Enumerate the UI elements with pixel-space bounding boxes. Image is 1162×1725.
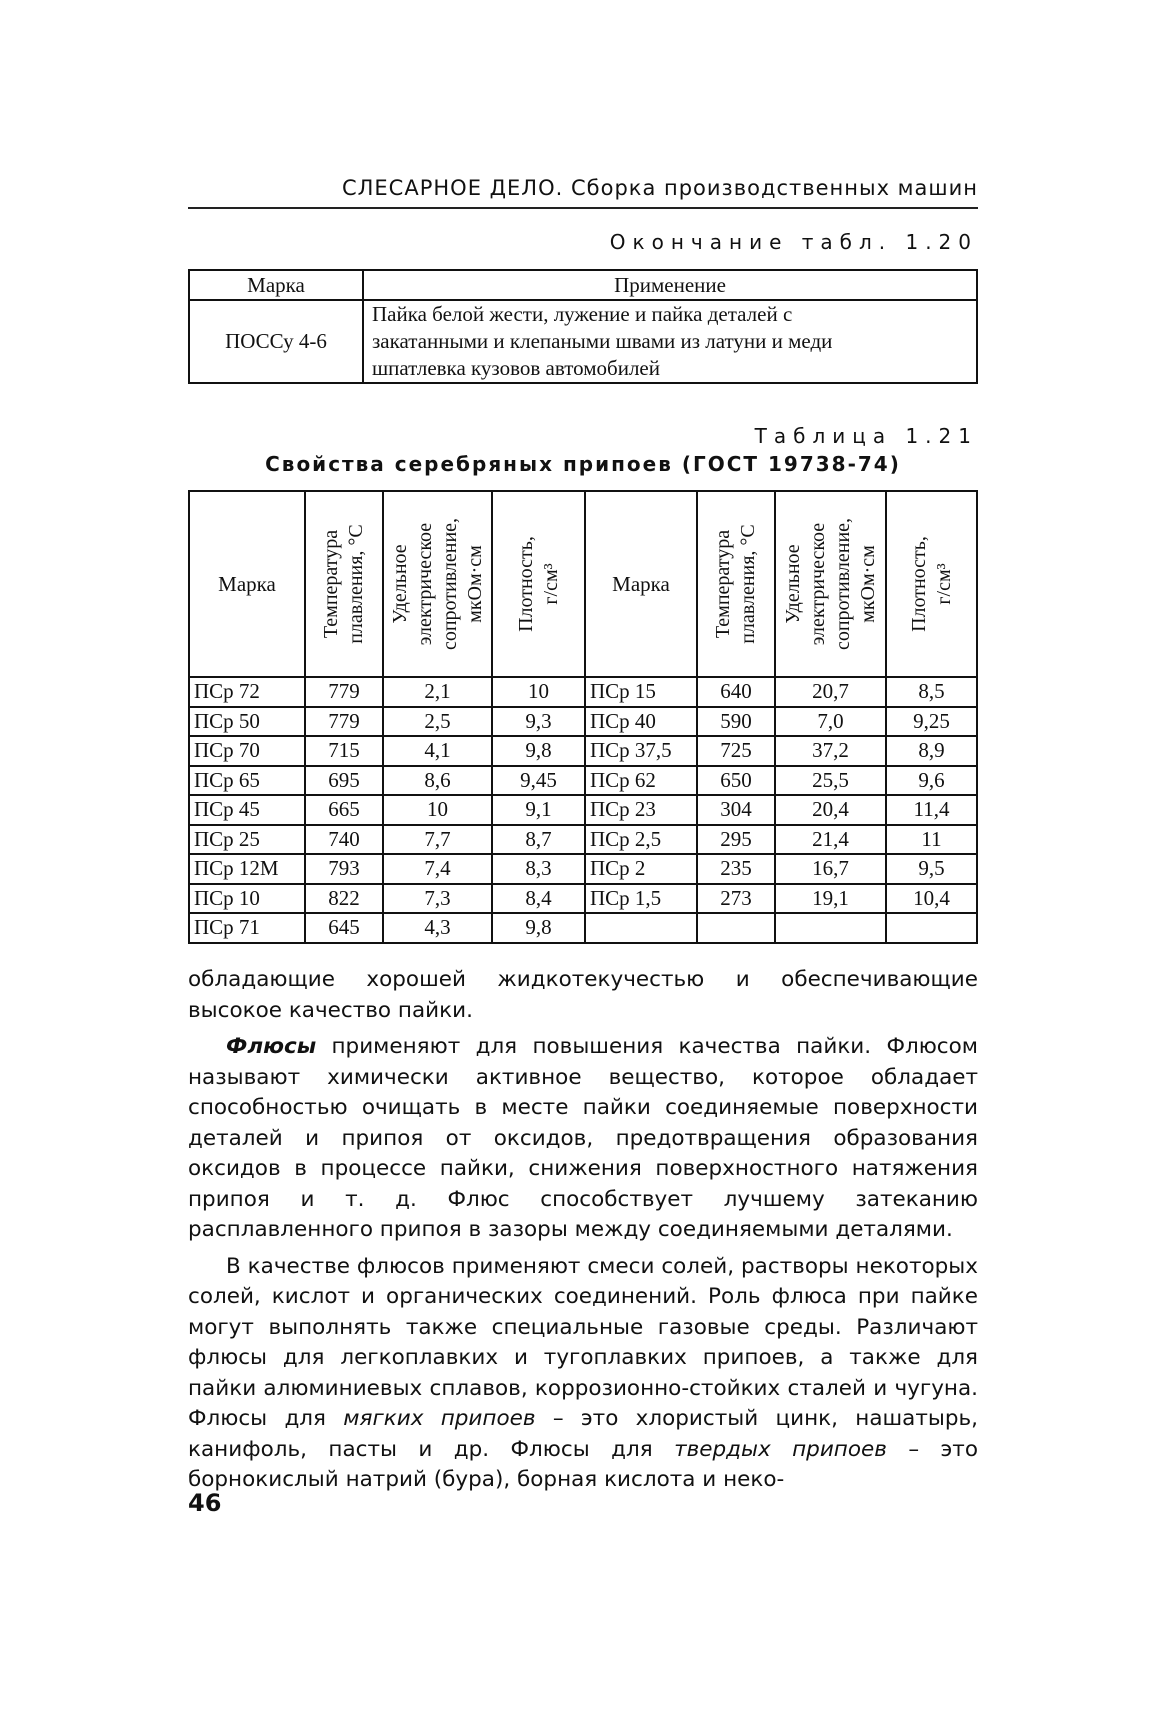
t21-row <box>189 795 977 825</box>
t21-body <box>189 677 977 943</box>
header-line: г/см³ <box>932 563 955 605</box>
t21-cell: 645 <box>305 913 383 943</box>
t21-cell: ПСр 40 <box>585 707 697 737</box>
header-line: Плотность, <box>514 536 537 632</box>
t21-cell: 7,3 <box>383 884 492 914</box>
t21-cell: 7,0 <box>775 707 886 737</box>
t21-cell: 9,1 <box>492 795 585 825</box>
t21-cell: ПСр 23 <box>585 795 697 825</box>
t21-cell: 8,6 <box>383 766 492 796</box>
t21-cell: ПСр 45 <box>189 795 305 825</box>
t20-mark: ПОССу 4-6 <box>189 300 363 383</box>
t21-cell: ПСр 62 <box>585 766 697 796</box>
t21-cell: 665 <box>305 795 383 825</box>
t21-cell: 779 <box>305 707 383 737</box>
t21-cell: 725 <box>697 736 775 766</box>
t21-cell: ПСр 2,5 <box>585 825 697 855</box>
header-line: мкОм·см <box>463 545 486 623</box>
t21-cell: 9,5 <box>886 854 977 884</box>
t21-header-temp <box>305 491 383 677</box>
t21-cell: ПСр 37,5 <box>585 736 697 766</box>
t21-cell: 11 <box>886 825 977 855</box>
body-text <box>188 965 978 1496</box>
t21-cell: ПСр 12М <box>189 854 305 884</box>
t21-cell: 273 <box>697 884 775 914</box>
t21-cell: 8,3 <box>492 854 585 884</box>
t21-header-temp-2 <box>697 491 775 677</box>
t21-row <box>189 766 977 796</box>
t21-cell: 9,25 <box>886 707 977 737</box>
header-line: электрическое <box>806 522 829 646</box>
t21-cell: 25,5 <box>775 766 886 796</box>
t21-cell: ПСр 15 <box>585 677 697 707</box>
t21-cell: 7,7 <box>383 825 492 855</box>
t21-cell: 9,8 <box>492 913 585 943</box>
t20-header-application: Применение <box>363 270 977 300</box>
t21-cell: ПСр 10 <box>189 884 305 914</box>
t21-header-density-2 <box>886 491 977 677</box>
t21-cell: 2,5 <box>383 707 492 737</box>
t20-application <box>363 300 977 383</box>
t20-header-mark: Марка <box>189 270 363 300</box>
header-line: Температура <box>712 529 734 639</box>
t21-cell: 590 <box>697 707 775 737</box>
paragraph-3-text-b: – это хлористый цинк, нашатырь, канифоль, пасты и др. Флюсы для <box>188 1406 978 1462</box>
t21-row <box>189 736 977 766</box>
t21-cell: 20,7 <box>775 677 886 707</box>
t21-cell: ПСр 65 <box>189 766 305 796</box>
t21-row <box>189 913 977 943</box>
t21-header-density <box>492 491 585 677</box>
header-line: мкОм·см <box>856 545 879 623</box>
t21-header-resistivity <box>383 491 492 677</box>
t21-cell: 8,4 <box>492 884 585 914</box>
t21-cell: 16,7 <box>775 854 886 884</box>
t21-cell: 20,4 <box>775 795 886 825</box>
t21-cell <box>775 913 886 943</box>
t21-cell: 9,8 <box>492 736 585 766</box>
paragraph-3-text-a: В качестве флюсов применяют смеси солей, растворы некоторых солей, кислот и органических соединений. Роль флюса при пайке могут выполнять также специальные газовые среды. Различают флюсы для легкоплавких и тугоплавких припоев, а также для пайки алюминиевых сплавов, коррозионно-стойких сталей и чугуна. Флюсы для <box>188 1253 978 1431</box>
t21-cell: ПСр 70 <box>189 736 305 766</box>
paragraph-3-text-c: – это борнокислый натрий (бура), борная кислота и неко- <box>188 1436 978 1492</box>
t21-cell: 295 <box>697 825 775 855</box>
t21-cell: 8,7 <box>492 825 585 855</box>
t21-cell: ПСр 50 <box>189 707 305 737</box>
t20-application-line: закатанными и клепаными швами из латуни и меди <box>372 329 833 353</box>
t21-cell: 793 <box>305 854 383 884</box>
t21-cell <box>585 913 697 943</box>
t21-cell: 11,4 <box>886 795 977 825</box>
t21-row <box>189 707 977 737</box>
t20-application-line: Пайка белой жести, лужение и пайка деталей с <box>372 302 793 326</box>
t21-cell: 37,2 <box>775 736 886 766</box>
t21-header-resistivity-2 <box>775 491 886 677</box>
t21-cell: ПСр 1,5 <box>585 884 697 914</box>
t21-row <box>189 677 977 707</box>
t21-row <box>189 854 977 884</box>
t21-cell: 2,1 <box>383 677 492 707</box>
header-line: Удельное <box>388 544 411 624</box>
header-line: Удельное <box>781 544 804 624</box>
t21-row <box>189 884 977 914</box>
term-soft-solders: мягких припоев <box>343 1406 536 1431</box>
t21-cell: ПСр 25 <box>189 825 305 855</box>
paragraph-1: обладающие хорошей жидкотекучестью и обеспечивающие высокое качество пайки. <box>188 967 978 1023</box>
t21-cell: 640 <box>697 677 775 707</box>
t21-cell: ПСр 72 <box>189 677 305 707</box>
paragraph-2-text: применяют для повышения качества пайки. Флюсом называют химически активное вещество, которое обладает способностью очищать в месте пайки соединяемые поверхности деталей и припоя от оксидов, предотвращения образования оксидов в процессе пайки, снижения поверхностного натяжения припоя и т. д. Флюс способствует лучшему затеканию расплавленного припоя в зазоры между соединяемыми деталями. <box>188 1034 978 1242</box>
header-line: электрическое <box>413 522 436 646</box>
t21-cell <box>886 913 977 943</box>
header-line: Плотность, <box>907 536 930 632</box>
t21-cell: 8,9 <box>886 736 977 766</box>
paragraph-2 <box>188 1032 978 1246</box>
t21-cell: 695 <box>305 766 383 796</box>
t21-cell: 19,1 <box>775 884 886 914</box>
header-line: г/см³ <box>539 563 562 605</box>
header-line: сопротивление, <box>438 517 461 651</box>
table-21-title: Свойства серебряных припоев (ГОСТ 19738-74) <box>265 452 901 476</box>
paragraph-3 <box>188 1252 978 1496</box>
t21-cell: 779 <box>305 677 383 707</box>
t21-cell: 4,1 <box>383 736 492 766</box>
term-hard-solders: твердых припоев <box>674 1436 887 1462</box>
table-20-caption: Окончание табл. 1.20 <box>609 230 978 254</box>
header-line: Температура <box>320 529 342 639</box>
term-fluxes: Флюсы <box>226 1034 317 1059</box>
running-header: СЛЕСАРНОЕ ДЕЛО. Сборка производственных машин <box>341 176 978 200</box>
t21-cell: 10 <box>492 677 585 707</box>
t21-cell: 9,45 <box>492 766 585 796</box>
table-1-20 <box>188 269 978 384</box>
header-line: плавления, °С <box>345 524 367 644</box>
t21-cell: 650 <box>697 766 775 796</box>
t21-cell: 304 <box>697 795 775 825</box>
table-21-caption: Таблица 1.21 <box>754 424 978 448</box>
t21-cell: 822 <box>305 884 383 914</box>
t21-cell: 7,4 <box>383 854 492 884</box>
t21-cell: 740 <box>305 825 383 855</box>
t21-cell: 715 <box>305 736 383 766</box>
t20-application-line: шпатлевка кузовов автомобилей <box>372 356 660 380</box>
t21-cell: 8,5 <box>886 677 977 707</box>
page-number: 46 <box>188 1489 222 1517</box>
t21-cell: 9,6 <box>886 766 977 796</box>
t21-cell: ПСр 2 <box>585 854 697 884</box>
t21-cell: 21,4 <box>775 825 886 855</box>
t21-cell: 10,4 <box>886 884 977 914</box>
t21-row <box>189 825 977 855</box>
header-line: плавления, °С <box>737 524 759 644</box>
t21-cell: ПСр 71 <box>189 913 305 943</box>
t21-cell: 9,3 <box>492 707 585 737</box>
t21-cell <box>697 913 775 943</box>
header-line: сопротивление, <box>831 517 854 651</box>
t21-header-mark: Марка <box>189 491 305 677</box>
table-1-21 <box>188 490 978 944</box>
t21-header-mark-2: Марка <box>585 491 697 677</box>
header-rule <box>188 207 978 209</box>
t21-cell: 10 <box>383 795 492 825</box>
t21-cell: 4,3 <box>383 913 492 943</box>
t21-cell: 235 <box>697 854 775 884</box>
